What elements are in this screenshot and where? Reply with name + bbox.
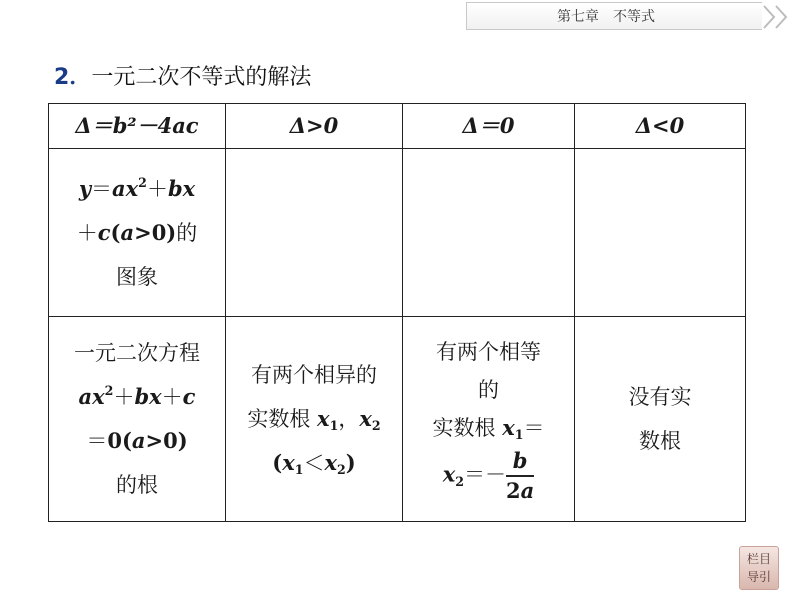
table-row-graph <box>49 149 746 317</box>
nav-line-2: 导引 <box>746 570 771 584</box>
table-row-roots <box>49 317 746 522</box>
nav-line-1: 栏目 <box>746 552 771 566</box>
roots-row-label: 一元二次方程 $ax^2+bx+c$ ＝0(a>0) 的根 <box>49 317 226 522</box>
header-disc-positive: Δ>0 <box>226 104 403 149</box>
disc-label: ＝b²－4ac <box>91 113 199 138</box>
chapter-title: 第七章 不等式 <box>557 9 655 25</box>
graph-cell-zero <box>403 149 575 317</box>
section-title: 一元二次不等式的解法 <box>91 65 312 90</box>
fraction-b-over-2a: $\frac{b}{2a}$ <box>506 448 535 503</box>
roots-cell-negative: 没有实 数根 <box>575 317 746 522</box>
graph-cell-negative <box>575 149 746 317</box>
table-header-row <box>49 104 746 149</box>
section-heading <box>54 60 311 91</box>
chevron-right-icon-2 <box>772 4 794 30</box>
graph-row-label: $y=ax^2+bx$ ＋c(a>0)的 图象 <box>49 149 226 317</box>
roots-cell-zero: 有两个相等 的 实数根 $x_1=$ $x_2=-$ $\frac{b}{2a}$ <box>403 317 575 522</box>
solution-table <box>48 103 746 522</box>
graph-cell-positive <box>226 149 403 317</box>
header-disc-negative: Δ<0 <box>575 104 746 149</box>
header-discriminant: Δ＝b²－4ac <box>49 104 226 149</box>
section-number: 2． <box>54 65 92 90</box>
nav-guide-button[interactable] <box>739 546 779 590</box>
chapter-tab <box>466 2 762 30</box>
header-disc-zero: Δ＝0 <box>403 104 575 149</box>
roots-cell-positive: 有两个相异的 实数根 $x_1$，$x_2$ $(x_1<x_2)$ <box>226 317 403 522</box>
